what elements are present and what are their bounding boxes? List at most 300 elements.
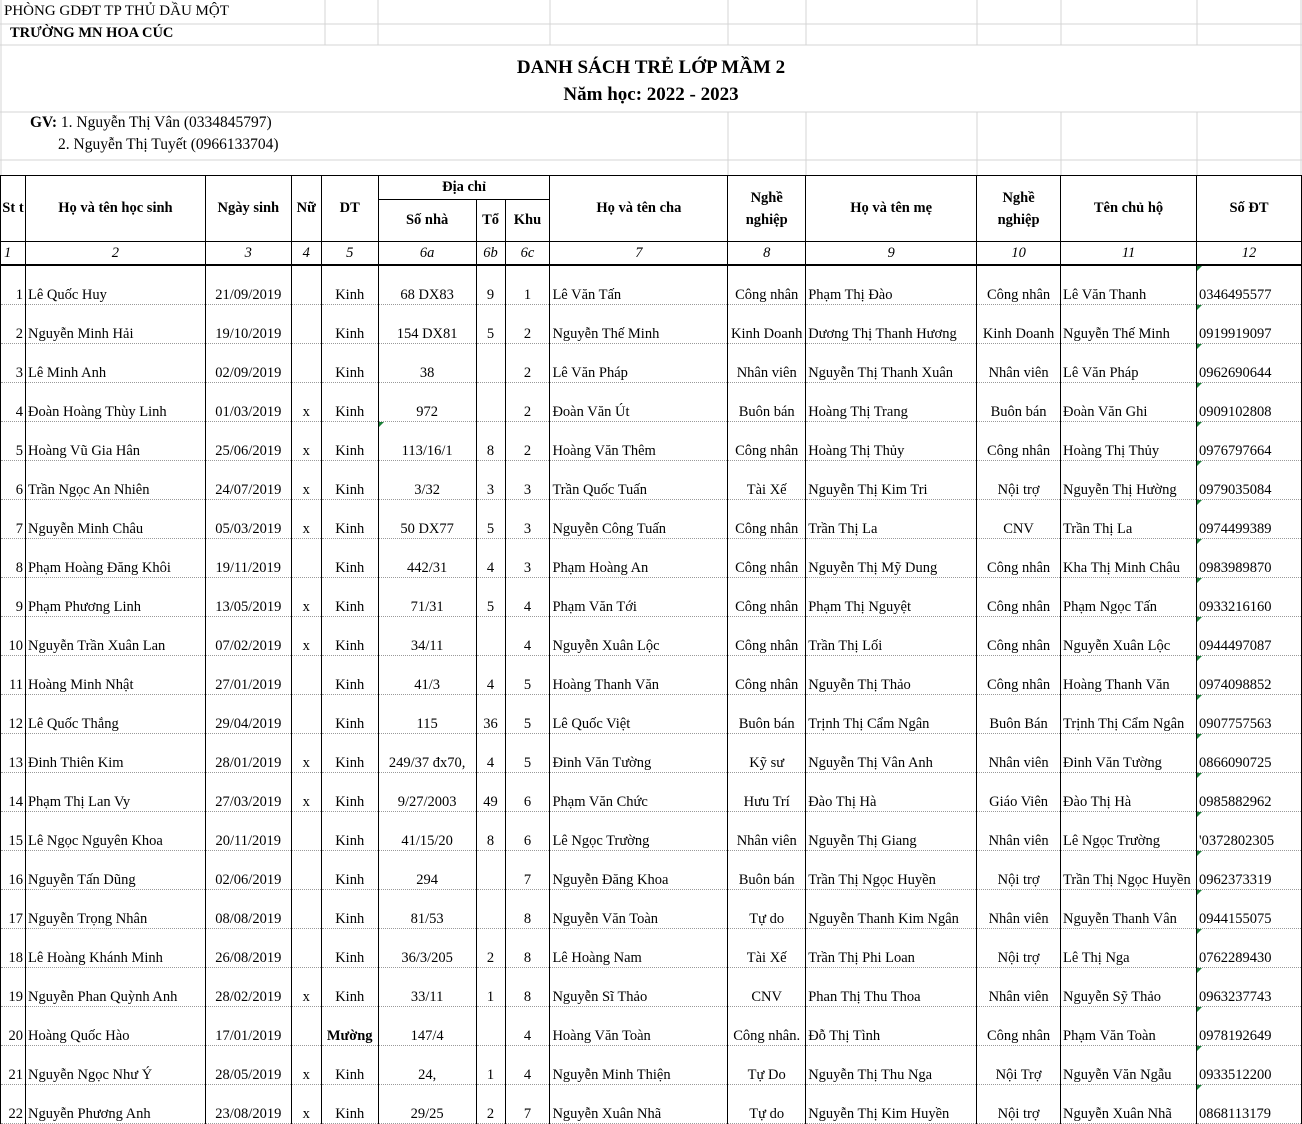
- mother-job-cell: Nội trợ: [977, 1085, 1061, 1124]
- female-mark-cell: x: [291, 1046, 321, 1085]
- table-row: [1, 695, 1302, 734]
- father-name-cell: Lê Văn Pháp: [550, 344, 728, 383]
- female-mark-cell: x: [291, 734, 321, 773]
- student-name-cell: Đoàn Hoàng Thùy Linh: [25, 383, 205, 422]
- stt-cell: 22: [1, 1085, 26, 1124]
- document-title: DANH SÁCH TRẺ LỚP MẦM 2: [516, 57, 786, 78]
- father-job-cell: Nhân viên: [728, 344, 806, 383]
- table-row: [1, 1007, 1302, 1046]
- area-cell: 4: [505, 617, 550, 656]
- ethnicity-cell: Kinh: [321, 695, 378, 734]
- ethnicity-cell: Kinh: [321, 656, 378, 695]
- female-mark-cell: x: [291, 422, 321, 461]
- area-cell: 4: [505, 1007, 550, 1046]
- house-number-cell: 115: [378, 695, 476, 734]
- area-cell: 8: [505, 929, 550, 968]
- house-number-cell: 36/3/205: [378, 929, 476, 968]
- mother-name-cell: Nguyễn Thị Thu Nga: [806, 1046, 977, 1085]
- student-name-cell: Đinh Thiên Kim: [25, 734, 205, 773]
- area-cell: 6: [505, 812, 550, 851]
- father-job-cell: Tài Xế: [728, 929, 806, 968]
- area-cell: 8: [505, 968, 550, 1007]
- group-cell: 1: [476, 968, 505, 1007]
- mother-name-cell: Phạm Thị Nguyệt: [806, 578, 977, 617]
- house-number-cell: 154 DX81: [378, 305, 476, 344]
- stt-cell: 12: [1, 695, 26, 734]
- house-number-cell: 147/4: [378, 1007, 476, 1046]
- col-header-stt: St t: [1, 176, 26, 242]
- household-head-cell: Kha Thị Minh Châu: [1061, 539, 1197, 578]
- ethnicity-cell: Kinh: [321, 812, 378, 851]
- mother-job-cell: Nhân viên: [977, 812, 1061, 851]
- phone-cell: 0983989870: [1197, 539, 1302, 578]
- phone-cell: 0919919097: [1197, 305, 1302, 344]
- area-cell: 4: [505, 578, 550, 617]
- household-head-cell: Lê Văn Pháp: [1061, 344, 1197, 383]
- student-name-cell: Nguyễn Phương Anh: [25, 1085, 205, 1124]
- stt-cell: 6: [1, 461, 26, 500]
- female-mark-cell: [291, 890, 321, 929]
- column-number-cell: 8: [728, 242, 806, 266]
- mother-name-cell: Trần Thị La: [806, 500, 977, 539]
- area-cell: 5: [505, 695, 550, 734]
- group-cell: 5: [476, 305, 505, 344]
- group-cell: 2: [476, 1085, 505, 1124]
- group-cell: 3: [476, 461, 505, 500]
- father-job-cell: Nhân viên: [728, 812, 806, 851]
- ethnicity-cell: Kinh: [321, 383, 378, 422]
- student-name-cell: Lê Minh Anh: [25, 344, 205, 383]
- group-cell: [476, 344, 505, 383]
- female-mark-cell: x: [291, 617, 321, 656]
- group-cell: 49: [476, 773, 505, 812]
- col-header-household: Tên chủ hộ: [1061, 176, 1197, 242]
- house-number-cell: 34/11: [378, 617, 476, 656]
- female-mark-cell: [291, 656, 321, 695]
- female-mark-cell: [291, 305, 321, 344]
- female-mark-cell: x: [291, 383, 321, 422]
- dob-cell: 27/01/2019: [205, 656, 291, 695]
- mother-name-cell: Trịnh Thị Cẩm Ngân: [806, 695, 977, 734]
- female-mark-cell: x: [291, 968, 321, 1007]
- col-header-ethnic: DT: [321, 176, 378, 242]
- phone-cell: 0963237743: [1197, 968, 1302, 1007]
- house-number-cell: 38: [378, 344, 476, 383]
- household-head-cell: Đào Thị Hà: [1061, 773, 1197, 812]
- household-head-cell: Trịnh Thị Cẩm Ngân: [1061, 695, 1197, 734]
- group-cell: 8: [476, 812, 505, 851]
- dob-cell: 08/08/2019: [205, 890, 291, 929]
- father-name-cell: Nguyễn Thế Minh: [550, 305, 728, 344]
- student-name-cell: Hoàng Minh Nhật: [25, 656, 205, 695]
- col-header-name: Họ và tên học sinh: [25, 176, 205, 242]
- father-name-cell: Đinh Văn Tường: [550, 734, 728, 773]
- table-row: [1, 305, 1302, 344]
- mother-job-cell: Nhân viên: [977, 968, 1061, 1007]
- student-name-cell: Nguyễn Minh Châu: [25, 500, 205, 539]
- area-cell: 5: [505, 656, 550, 695]
- mother-job-cell: Nội trợ: [977, 461, 1061, 500]
- father-name-cell: Lê Văn Tấn: [550, 265, 728, 305]
- stt-cell: 7: [1, 500, 26, 539]
- mother-name-cell: Nguyễn Thanh Kim Ngân: [806, 890, 977, 929]
- father-name-cell: Nguyễn Xuân Nhã: [550, 1085, 728, 1124]
- dob-cell: 28/02/2019: [205, 968, 291, 1007]
- column-number-cell: 5: [321, 242, 378, 266]
- father-name-cell: Nguyễn Công Tuấn: [550, 500, 728, 539]
- table-row: [1, 344, 1302, 383]
- stt-cell: 15: [1, 812, 26, 851]
- father-job-cell: Tự do: [728, 1085, 806, 1124]
- student-name-cell: Hoàng Vũ Gia Hân: [25, 422, 205, 461]
- table-row: [1, 461, 1302, 500]
- father-job-cell: Công nhân: [728, 265, 806, 305]
- group-cell: [476, 890, 505, 929]
- father-job-cell: Hưu Trí: [728, 773, 806, 812]
- column-number-cell: 1: [1, 242, 26, 266]
- column-number-cell: 7: [550, 242, 728, 266]
- mother-name-cell: Dương Thị Thanh Hương: [806, 305, 977, 344]
- group-cell: 9: [476, 265, 505, 305]
- dob-cell: 17/01/2019: [205, 1007, 291, 1046]
- dob-cell: 07/02/2019: [205, 617, 291, 656]
- area-cell: 2: [505, 422, 550, 461]
- ethnicity-cell: Kinh: [321, 422, 378, 461]
- father-name-cell: Phạm Văn Chức: [550, 773, 728, 812]
- student-name-cell: Lê Hoàng Khánh Minh: [25, 929, 205, 968]
- dob-cell: 02/09/2019: [205, 344, 291, 383]
- dob-cell: 25/06/2019: [205, 422, 291, 461]
- column-number-cell: 2: [25, 242, 205, 266]
- ethnicity-cell: Kinh: [321, 617, 378, 656]
- father-name-cell: Lê Hoàng Nam: [550, 929, 728, 968]
- stt-cell: 11: [1, 656, 26, 695]
- student-name-cell: Nguyễn Minh Hải: [25, 305, 205, 344]
- dob-cell: 28/05/2019: [205, 1046, 291, 1085]
- student-name-cell: Hoàng Quốc Hào: [25, 1007, 205, 1046]
- ethnicity-cell: Kinh: [321, 461, 378, 500]
- column-number-cell: 6c: [505, 242, 550, 266]
- mother-name-cell: Nguyễn Thị Kim Huyền: [806, 1085, 977, 1124]
- student-list-table: [0, 175, 1302, 1124]
- dob-cell: 29/04/2019: [205, 695, 291, 734]
- female-mark-cell: [291, 851, 321, 890]
- father-job-cell: Công nhân: [728, 500, 806, 539]
- dob-cell: 26/08/2019: [205, 929, 291, 968]
- col-header-house: Số nhà: [378, 200, 476, 242]
- phone-cell: 0944155075: [1197, 890, 1302, 929]
- mother-name-cell: Trần Thị Lối: [806, 617, 977, 656]
- gv-label: GV:: [30, 114, 57, 131]
- mother-name-cell: Phan Thị Thu Thoa: [806, 968, 977, 1007]
- father-job-cell: Kinh Doanh: [728, 305, 806, 344]
- table-row: [1, 265, 1302, 305]
- mother-name-cell: Nguyễn Thị Thanh Xuân: [806, 344, 977, 383]
- household-head-cell: Lê Văn Thanh: [1061, 265, 1197, 305]
- stt-cell: 17: [1, 890, 26, 929]
- dob-cell: 28/01/2019: [205, 734, 291, 773]
- father-job-cell: Buôn bán: [728, 695, 806, 734]
- ethnicity-cell: Kinh: [321, 773, 378, 812]
- mother-job-cell: Nội trợ: [977, 851, 1061, 890]
- table-row: [1, 383, 1302, 422]
- column-number-cell: 12: [1197, 242, 1302, 266]
- house-number-cell: 294: [378, 851, 476, 890]
- father-name-cell: Nguyễn Minh Thiện: [550, 1046, 728, 1085]
- female-mark-cell: x: [291, 500, 321, 539]
- female-mark-cell: [291, 344, 321, 383]
- stt-cell: 3: [1, 344, 26, 383]
- house-number-cell: 3/32: [378, 461, 476, 500]
- dob-cell: 05/03/2019: [205, 500, 291, 539]
- student-name-cell: Trần Ngọc An Nhiên: [25, 461, 205, 500]
- household-head-cell: Nguyễn Sỹ Thảo: [1061, 968, 1197, 1007]
- father-job-cell: Tài Xế: [728, 461, 806, 500]
- father-name-cell: Hoàng Văn Toàn: [550, 1007, 728, 1046]
- col-header-group: Tổ: [476, 200, 505, 242]
- mother-job-cell: Công nhân: [977, 539, 1061, 578]
- dob-cell: 24/07/2019: [205, 461, 291, 500]
- col-header-phone: Số ĐT: [1197, 176, 1302, 242]
- ethnicity-cell: Kinh: [321, 890, 378, 929]
- col-header-address: Địa chỉ: [378, 176, 550, 200]
- mother-job-cell: CNV: [977, 500, 1061, 539]
- stt-cell: 10: [1, 617, 26, 656]
- table-row: [1, 422, 1302, 461]
- area-cell: 4: [505, 1046, 550, 1085]
- ethnicity-cell: Kinh: [321, 500, 378, 539]
- group-cell: 36: [476, 695, 505, 734]
- mother-job-cell: Kinh Doanh: [977, 305, 1061, 344]
- mother-job-cell: Công nhân: [977, 265, 1061, 305]
- area-cell: 3: [505, 500, 550, 539]
- house-number-cell: 972: [378, 383, 476, 422]
- col-header-mother-job: Nghề nghiệp: [977, 176, 1061, 242]
- table-row: [1, 656, 1302, 695]
- phone-cell: 0974098852: [1197, 656, 1302, 695]
- stt-cell: 16: [1, 851, 26, 890]
- table-row: [1, 773, 1302, 812]
- phone-cell: 0762289430: [1197, 929, 1302, 968]
- mother-job-cell: Nội Trợ: [977, 1046, 1061, 1085]
- teacher-1: 1. Nguyễn Thị Vân (0334845797): [57, 114, 272, 131]
- mother-job-cell: Công nhân: [977, 578, 1061, 617]
- father-job-cell: Kỹ sư: [728, 734, 806, 773]
- ethnicity-cell: Kinh: [321, 968, 378, 1007]
- student-name-cell: Nguyễn Tấn Dũng: [25, 851, 205, 890]
- ethnicity-cell: Kinh: [321, 305, 378, 344]
- table-row: [1, 617, 1302, 656]
- col-header-female: Nữ: [291, 176, 321, 242]
- area-cell: 8: [505, 890, 550, 929]
- teacher-2: 2. Nguyễn Thị Tuyết (0966133704): [58, 136, 279, 153]
- father-job-cell: Buôn bán: [728, 851, 806, 890]
- table-row: [1, 500, 1302, 539]
- house-number-cell: 81/53: [378, 890, 476, 929]
- mother-name-cell: Đào Thị Hà: [806, 773, 977, 812]
- column-number-cell: 6b: [476, 242, 505, 266]
- dob-cell: 20/11/2019: [205, 812, 291, 851]
- stt-cell: 13: [1, 734, 26, 773]
- table-row: [1, 812, 1302, 851]
- father-job-cell: Tự do: [728, 890, 806, 929]
- table-row: [1, 929, 1302, 968]
- mother-job-cell: Nhân viên: [977, 890, 1061, 929]
- student-name-cell: Phạm Thị Lan Vy: [25, 773, 205, 812]
- household-head-cell: Lê Ngọc Trường: [1061, 812, 1197, 851]
- mother-job-cell: Nhân viên: [977, 734, 1061, 773]
- group-cell: 8: [476, 422, 505, 461]
- father-name-cell: Đoàn Văn Út: [550, 383, 728, 422]
- dob-cell: 19/10/2019: [205, 305, 291, 344]
- student-name-cell: Phạm Hoàng Đăng Khôi: [25, 539, 205, 578]
- student-name-cell: Lê Ngọc Nguyên Khoa: [25, 812, 205, 851]
- household-head-cell: Phạm Ngọc Tấn: [1061, 578, 1197, 617]
- stt-cell: 9: [1, 578, 26, 617]
- stt-cell: 14: [1, 773, 26, 812]
- female-mark-cell: x: [291, 578, 321, 617]
- phone-cell: 0866090725: [1197, 734, 1302, 773]
- stt-cell: 8: [1, 539, 26, 578]
- mother-job-cell: Buôn Bán: [977, 695, 1061, 734]
- area-cell: 6: [505, 773, 550, 812]
- area-cell: 2: [505, 383, 550, 422]
- group-cell: [476, 617, 505, 656]
- stt-cell: 2: [1, 305, 26, 344]
- ethnicity-cell: Kinh: [321, 539, 378, 578]
- mother-name-cell: Nguyễn Thị Giang: [806, 812, 977, 851]
- table-row: [1, 968, 1302, 1007]
- phone-cell: 0907757563: [1197, 695, 1302, 734]
- table-row: [1, 1046, 1302, 1085]
- group-cell: 5: [476, 500, 505, 539]
- father-name-cell: Trần Quốc Tuấn: [550, 461, 728, 500]
- household-head-cell: Nguyễn Xuân Nhã: [1061, 1085, 1197, 1124]
- house-number-cell: 33/11: [378, 968, 476, 1007]
- table-row: [1, 890, 1302, 929]
- group-cell: [476, 851, 505, 890]
- house-number-cell: 71/31: [378, 578, 476, 617]
- phone-cell: 0346495577: [1197, 265, 1302, 305]
- household-head-cell: Hoàng Thị Thủy: [1061, 422, 1197, 461]
- student-name-cell: Nguyễn Ngọc Như Ý: [25, 1046, 205, 1085]
- phone-cell: 0962690644: [1197, 344, 1302, 383]
- father-name-cell: Nguyễn Đăng Khoa: [550, 851, 728, 890]
- group-cell: 2: [476, 929, 505, 968]
- house-number-cell: 41/3: [378, 656, 476, 695]
- father-name-cell: Nguyễn Văn Toàn: [550, 890, 728, 929]
- phone-cell: '0372802305: [1197, 812, 1302, 851]
- table-row: [1, 539, 1302, 578]
- mother-name-cell: Hoàng Thị Trang: [806, 383, 977, 422]
- group-cell: [476, 383, 505, 422]
- mother-name-cell: Nguyễn Thị Mỹ Dung: [806, 539, 977, 578]
- phone-cell: 0868113179: [1197, 1085, 1302, 1124]
- father-job-cell: Công nhân: [728, 422, 806, 461]
- female-mark-cell: [291, 929, 321, 968]
- household-head-cell: Nguyễn Văn Ngẫu: [1061, 1046, 1197, 1085]
- household-head-cell: Trần Thị La: [1061, 500, 1197, 539]
- stt-cell: 1: [1, 265, 26, 305]
- phone-cell: 0974499389: [1197, 500, 1302, 539]
- area-cell: 2: [505, 305, 550, 344]
- household-head-cell: Hoàng Thanh Văn: [1061, 656, 1197, 695]
- stt-cell: 4: [1, 383, 26, 422]
- group-cell: 1: [476, 1046, 505, 1085]
- phone-cell: 0976797664: [1197, 422, 1302, 461]
- ethnicity-cell: Kinh: [321, 929, 378, 968]
- phone-cell: 0985882962: [1197, 773, 1302, 812]
- household-head-cell: Nguyễn Thế Minh: [1061, 305, 1197, 344]
- house-number-cell: 24,: [378, 1046, 476, 1085]
- house-number-cell: 113/16/1: [378, 422, 476, 461]
- mother-name-cell: Đỗ Thị Tình: [806, 1007, 977, 1046]
- female-mark-cell: [291, 1007, 321, 1046]
- mother-job-cell: Buôn bán: [977, 383, 1061, 422]
- household-head-cell: Trần Thị Ngọc Huyền: [1061, 851, 1197, 890]
- column-number-row: [1, 242, 1302, 266]
- father-job-cell: Công nhân.: [728, 1007, 806, 1046]
- teacher-line-1: [30, 114, 272, 132]
- stt-cell: 18: [1, 929, 26, 968]
- house-number-cell: 9/27/2003: [378, 773, 476, 812]
- dob-cell: 01/03/2019: [205, 383, 291, 422]
- col-header-father-job: Nghề nghiệp: [728, 176, 806, 242]
- stt-cell: 19: [1, 968, 26, 1007]
- house-number-cell: 50 DX77: [378, 500, 476, 539]
- dob-cell: 23/08/2019: [205, 1085, 291, 1124]
- female-mark-cell: [291, 265, 321, 305]
- house-number-cell: 442/31: [378, 539, 476, 578]
- father-job-cell: CNV: [728, 968, 806, 1007]
- ethnicity-cell: Mường: [321, 1007, 378, 1046]
- household-head-cell: Nguyễn Thị Hường: [1061, 461, 1197, 500]
- col-header-father: Họ và tên cha: [550, 176, 728, 242]
- area-cell: 5: [505, 734, 550, 773]
- mother-name-cell: Nguyễn Thị Thảo: [806, 656, 977, 695]
- area-cell: 3: [505, 461, 550, 500]
- father-name-cell: Phạm Hoàng An: [550, 539, 728, 578]
- phone-cell: 0978192649: [1197, 1007, 1302, 1046]
- female-mark-cell: [291, 695, 321, 734]
- area-cell: 7: [505, 1085, 550, 1124]
- group-cell: [476, 1007, 505, 1046]
- household-head-cell: Lê Thị Nga: [1061, 929, 1197, 968]
- ethnicity-cell: Kinh: [321, 578, 378, 617]
- dob-cell: 19/11/2019: [205, 539, 291, 578]
- column-number-cell: 3: [205, 242, 291, 266]
- mother-job-cell: Công nhân: [977, 617, 1061, 656]
- stt-cell: 5: [1, 422, 26, 461]
- student-name-cell: Lê Quốc Thắng: [25, 695, 205, 734]
- house-number-cell: 249/37 đx70,: [378, 734, 476, 773]
- father-job-cell: Công nhân: [728, 539, 806, 578]
- mother-name-cell: Phạm Thị Đào: [806, 265, 977, 305]
- table-row: [1, 578, 1302, 617]
- student-name-cell: Lê Quốc Huy: [25, 265, 205, 305]
- school-name: TRƯỜNG MN HOA CÚC: [10, 25, 174, 41]
- father-job-cell: Công nhân: [728, 578, 806, 617]
- ethnicity-cell: Kinh: [321, 734, 378, 773]
- mother-name-cell: Trần Thị Ngọc Huyền: [806, 851, 977, 890]
- ethnicity-cell: Kinh: [321, 265, 378, 305]
- father-job-cell: Tự Do: [728, 1046, 806, 1085]
- col-header-mother: Họ và tên mẹ: [806, 176, 977, 242]
- phone-cell: 0962373319: [1197, 851, 1302, 890]
- mother-job-cell: Nhân viên: [977, 344, 1061, 383]
- student-name-cell: Nguyễn Trần Xuân Lan: [25, 617, 205, 656]
- father-name-cell: Nguyễn Xuân Lộc: [550, 617, 728, 656]
